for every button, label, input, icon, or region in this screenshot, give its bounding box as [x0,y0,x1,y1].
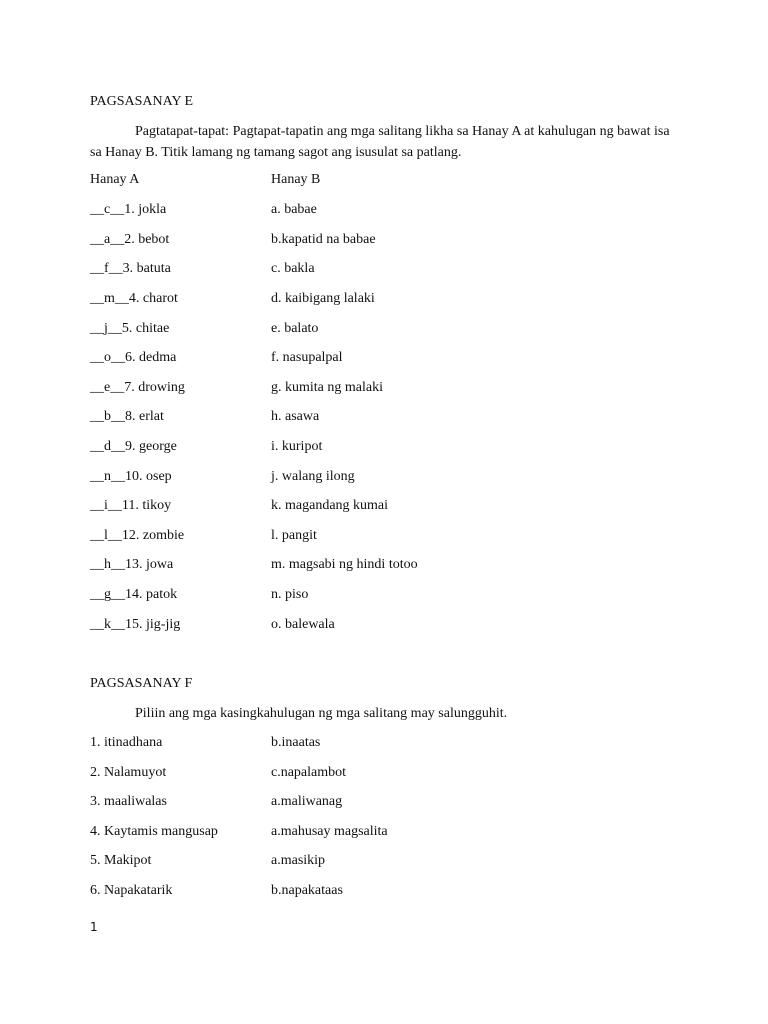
section-e-row [90,260,690,280]
section-e-row [90,349,690,369]
question-item: 4. Kaytamis mangusap [90,824,218,839]
section-e-row [90,379,690,399]
hanay-a-item: __o__6. dedma [90,350,177,365]
hanay-a-item: __i__11. tikoy [90,498,172,513]
question-item: 6. Napakatarik [90,883,173,898]
section-e-row [90,231,690,251]
hanay-b-item: c. bakla [271,261,315,276]
hanay-a-item: __e__7. drowing [90,380,185,395]
hanay-a-item: __m__4. charot [90,291,178,306]
question-item: 1. itinadhana [90,735,163,750]
section-f-row [90,793,690,813]
section-e-header-row [90,171,690,191]
question-item: 3. maaliwalas [90,794,167,809]
header-hanay-b: Hanay B [271,172,321,187]
page-number: 1 [90,920,98,934]
hanay-a-item: __l__12. zombie [90,528,185,543]
section-e-row [90,527,690,547]
hanay-a-item: __b__8. erlat [90,409,164,424]
section-e-row [90,320,690,340]
hanay-b-item: l. pangit [271,528,317,543]
answer-item: b.inaatas [271,735,321,750]
section-f-row [90,882,690,902]
hanay-b-item: h. asawa [271,409,320,424]
hanay-a-item: __a__2. bebot [90,232,170,247]
header-hanay-a: Hanay A [90,172,140,187]
section-e-row [90,556,690,576]
hanay-a-item: __h__13. jowa [90,557,174,572]
section-f-row [90,764,690,784]
hanay-b-item: j. walang ilong [271,469,355,484]
section-f-row [90,852,690,872]
section-e-row [90,586,690,606]
section-e-title: PAGSASANAY E [90,94,194,109]
section-f-row [90,823,690,843]
hanay-b-item: e. balato [271,321,319,336]
section-e-instructions: Pagtatapat-tapat: Pagtapat-tapatin ang mga salitang likha sa Hanay A at kahulugan ng bawat isa sa Hanay B. Titik lamang ng tamang sagot ang isusulat sa patlang. [90,124,670,160]
hanay-b-item: o. balewala [271,617,335,632]
answer-item: a.mahusay magsalita [271,824,388,839]
hanay-b-item: d. kaibigang lalaki [271,291,375,306]
hanay-b-item: b.kapatid na babae [271,232,376,247]
hanay-b-item: i. kuripot [271,439,323,454]
hanay-a-item: __f__3. batuta [90,261,171,276]
hanay-b-item: m. magsabi ng hindi totoo [271,557,418,572]
question-item: 2. Nalamuyot [90,765,167,780]
section-e-row [90,468,690,488]
section-e-row [90,616,690,636]
section-e-row [90,290,690,310]
section-f-title: PAGSASANAY F [90,676,193,691]
answer-item: a.maliwanag [271,794,343,809]
hanay-a-item: __c__1. jokla [90,202,167,217]
hanay-b-item: f. nasupalpal [271,350,343,365]
hanay-b-item: a. babae [271,202,317,217]
question-item: 5. Makipot [90,853,152,868]
section-f-row [90,734,690,754]
answer-item: a.masikip [271,853,326,868]
hanay-a-item: __k__15. jig-jig [90,617,181,632]
hanay-a-item: __d__9. george [90,439,177,454]
hanay-a-item: __g__14. patok [90,587,178,602]
hanay-b-item: n. piso [271,587,309,602]
section-e-row [90,497,690,517]
section-e-row [90,201,690,221]
section-e-row [90,408,690,428]
hanay-a-item: __j__5. chitae [90,321,170,336]
hanay-b-item: g. kumita ng malaki [271,380,383,395]
answer-item: c.napalambot [271,765,347,780]
answer-item: b.napakataas [271,883,343,898]
hanay-a-item: __n__10. osep [90,469,172,484]
section-f-instructions: Piliin ang mga kasingkahulugan ng mga salitang may salungguhit. [135,706,508,721]
hanay-b-item: k. magandang kumai [271,498,389,513]
section-e-row [90,438,690,458]
